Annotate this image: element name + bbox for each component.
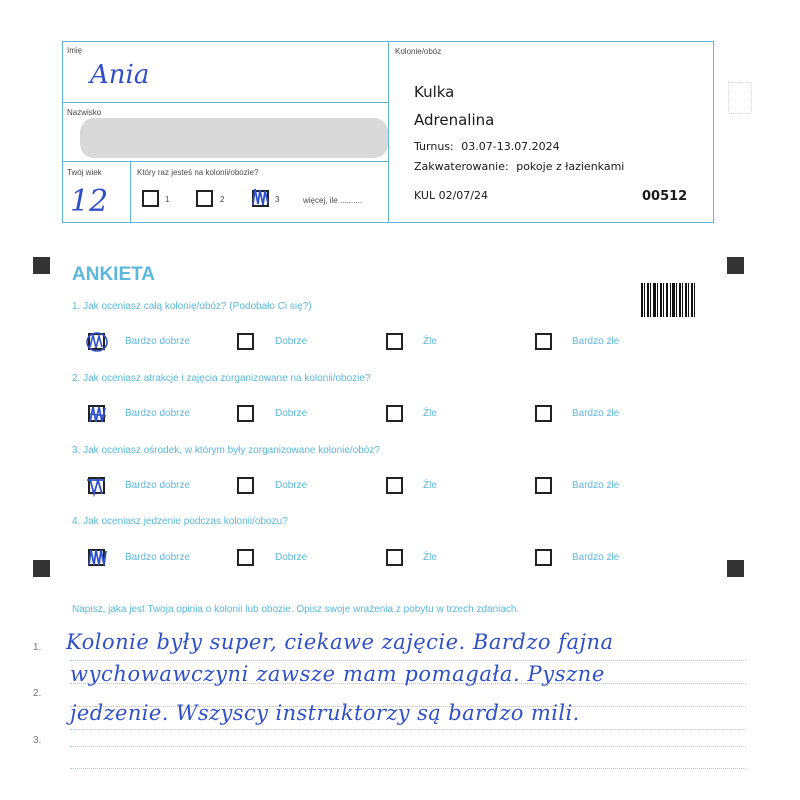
opinion-handwritten-line-1[interactable]: Kolonie były super, ciekawe zajęcie. Bardzo fajna: [66, 630, 614, 654]
nazwisko-label: Nazwisko: [67, 108, 102, 117]
line-number-2: 2.: [33, 688, 42, 699]
q4-option-zle-checkbox[interactable]: [386, 549, 403, 566]
wiecej-label: więcej, ile ..........: [303, 196, 363, 205]
opinion-prompt: Napisz, jaka jest Twoja opinia o kolonii lub obozie. Opisz swoje wrażenia z pobytu w trzech zdaniach.: [72, 604, 520, 615]
writing-line: [70, 746, 746, 747]
writing-line: [70, 768, 746, 769]
q2-option-dobrze-checkbox[interactable]: [237, 405, 254, 422]
kolonie-label: Kolonie/obóz: [395, 47, 442, 56]
zakw-value: pokoje z łazienkami: [516, 160, 625, 173]
q1-option-dobrze-checkbox[interactable]: [237, 333, 254, 350]
q4-option-zle-label: Źle: [423, 552, 437, 563]
scribble-check-icon: [86, 547, 110, 569]
scribble-check-icon: [85, 476, 109, 498]
q3-option-bardzo-zle-label: Bardzo źle: [572, 480, 620, 491]
q3-option-bardzo-dobrze-checkbox[interactable]: [88, 477, 105, 494]
q3-option-dobrze-checkbox[interactable]: [237, 477, 254, 494]
q3-option-bardzo-dobrze-label: Bardzo dobrze: [125, 480, 191, 491]
q1-option-bardzo-dobrze-checkbox[interactable]: [88, 333, 105, 350]
q4-option-dobrze-checkbox[interactable]: [237, 549, 254, 566]
ktory-raz-label: Który raz jesteś na kolonii/obozie?: [137, 168, 259, 177]
ktory-raz-checkbox-1[interactable]: [142, 190, 159, 207]
question-4-text: 4. Jak oceniasz jedzenie podczas kolonii/obozu?: [72, 516, 288, 527]
q1-option-dobrze-label: Dobrze: [275, 336, 308, 347]
q1-option-bardzo-zle-checkbox[interactable]: [535, 333, 552, 350]
q1-option-bardzo-zle-label: Bardzo źle: [572, 336, 620, 347]
scribble-check-icon: [251, 187, 271, 209]
question-1-text: 1. Jak oceniasz całą kolonię/obóz? (Podobało Ci się?): [72, 301, 312, 312]
imie-field[interactable]: Ania: [90, 60, 150, 90]
q2-option-bardzo-zle-label: Bardzo źle: [572, 408, 620, 419]
opinion-handwritten-line-2[interactable]: wychowawczyni zawsze mam pomagała. Pyszne: [70, 662, 605, 686]
q2-option-bardzo-dobrze-label: Bardzo dobrze: [125, 408, 191, 419]
registration-marker: [33, 560, 50, 577]
q3-option-zle-checkbox[interactable]: [386, 477, 403, 494]
q4-option-bardzo-dobrze-checkbox[interactable]: [88, 549, 105, 566]
turnus-label: Turnus:: [414, 140, 454, 153]
barcode-icon: [641, 283, 697, 317]
registration-marker: [727, 560, 744, 577]
q2-option-bardzo-zle-checkbox[interactable]: [535, 405, 552, 422]
scribble-check-icon: [87, 404, 109, 426]
q1-option-zle-checkbox[interactable]: [386, 333, 403, 350]
line-number-1: 1.: [33, 642, 42, 653]
ktory-raz-checkbox-3[interactable]: [252, 190, 269, 207]
q1-option-bardzo-dobrze-label: Bardzo dobrze: [125, 336, 191, 347]
divider: [62, 102, 389, 103]
scribble-check-icon: [85, 330, 109, 354]
q4-option-bardzo-zle-label: Bardzo źle: [572, 552, 620, 563]
zakw-row: [414, 160, 624, 173]
divider: [62, 161, 389, 162]
zakw-label: Zakwaterowanie:: [414, 160, 509, 173]
q4-option-dobrze-label: Dobrze: [275, 552, 308, 563]
turnus-value: 03.07-13.07.2024: [461, 140, 560, 153]
q2-option-bardzo-dobrze-checkbox[interactable]: [88, 405, 105, 422]
q3-option-zle-label: Źle: [423, 480, 437, 491]
survey-title: ANKIETA: [72, 264, 156, 285]
q2-option-zle-label: Źle: [423, 408, 437, 419]
q2-option-dobrze-label: Dobrze: [275, 408, 308, 419]
writing-line: [70, 729, 746, 730]
q2-option-zle-checkbox[interactable]: [386, 405, 403, 422]
form-number: 00512: [642, 189, 688, 204]
question-3-text: 3. Jak oceniasz ośrodek, w którym były zorganizowane kolonie/obóz?: [72, 445, 380, 456]
opinion-handwritten-line-3[interactable]: jedzenie. Wszyscy instruktorzy są bardzo mili.: [70, 701, 580, 725]
divider: [130, 161, 131, 223]
registration-marker: [727, 257, 744, 274]
turnus-row: [414, 140, 560, 153]
question-2-text: 2. Jak oceniasz atrakcje i zajęcia zorganizowane na kolonii/obozie?: [72, 373, 371, 384]
ktory-raz-option-2: 2: [220, 195, 225, 204]
camp-name: Adrenalina: [414, 111, 495, 129]
ktory-raz-option-1: 1: [165, 195, 170, 204]
ktory-raz-option-3: 3: [275, 195, 280, 204]
wiek-field[interactable]: 12: [70, 184, 109, 219]
company-name: Kulka: [414, 83, 455, 101]
camp-code: KUL 02/07/24: [414, 189, 488, 202]
nazwisko-redacted: [80, 118, 388, 158]
q3-option-dobrze-label: Dobrze: [275, 480, 308, 491]
q1-option-zle-label: Źle: [423, 336, 437, 347]
scan-artifact: [728, 82, 752, 114]
q4-option-bardzo-zle-checkbox[interactable]: [535, 549, 552, 566]
wiek-label: Twój wiek: [67, 168, 102, 177]
imie-label: Imię: [67, 46, 83, 55]
writing-line: [70, 660, 746, 661]
registration-marker: [33, 257, 50, 274]
line-number-3: 3.: [33, 735, 42, 746]
q3-option-bardzo-zle-checkbox[interactable]: [535, 477, 552, 494]
ktory-raz-checkbox-2[interactable]: [196, 190, 213, 207]
q4-option-bardzo-dobrze-label: Bardzo dobrze: [125, 552, 191, 563]
